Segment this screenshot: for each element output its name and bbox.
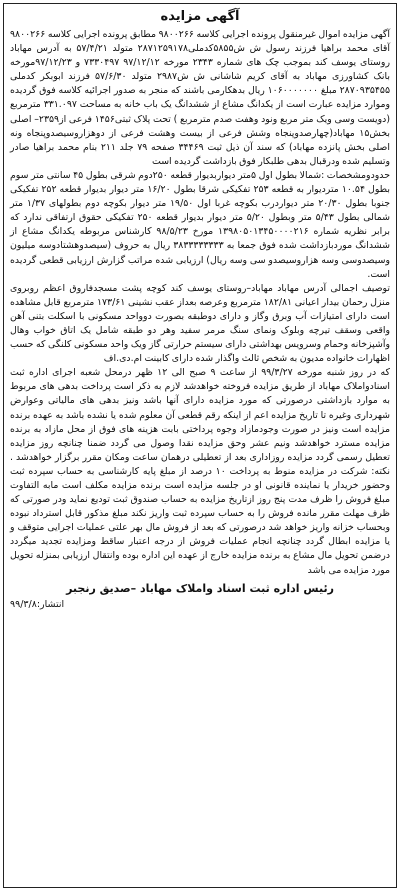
- signature-line: رئیس اداره ثبت اسناد واملاک مهاباد –صدیق رنجبر: [66, 581, 334, 595]
- paragraph-property-description: توصیف اجمالی آدرس مهاباد مهاباد–روستای یوسف کند کوچه پشت مسجدفاروق اعظم روبروی منزل رحمان بیدار اعیانی ۱۸۲/۸۱ مترمربع وعرصه بعداز عقب نشینی ۱۷۳/۶۱ مترمربع قابل مشاهده است دارای امتیازات آب وبرق وگاز و دارای دوطبقه بصورت دوواحد مسکونی با اسکلت بتنی آهن واقعی وسقف تیرچه وبلوک ونمای سنگ مرمر سفید وهر دو طبقه شامل یک اتاق خواب وهال وآشپزخانه وحمام وسرویس بهداشتی دارای سیستم حرارتی گاز ویک واحد مسکونی کلنگی که حسب اظهارات خانواده مدیون به شخص ثالث واگذار شده دارای کابینت ام.دی.اف: [10, 282, 390, 365]
- publication-date: انتشار:۹۹/۳/۸: [10, 598, 65, 610]
- paragraph-case-details: آگهی مزایده اموال غیرمنقول پرونده اجرایی کلاسه ۹۸۰۰۲۶۶ مطابق پرونده اجرایی کلاسه ۹۸۰۰۲۶۶ آقای محمد براهیا فرزند رسول ش ش۵۸۵۵کدملی۲۸۷۱۲۵۹۱۷۸ متولد ۵۷/۴/۲۱ به آدرس مهاباد روستای یوسف کند بموجب چک های شماره ۲۳۴۳ مورخه ۹۷/۱۲/۱۲ ۷۳۳۰۴۹۷ و ۹۷/۱۲/۲۳مورخه بانک کشاورزی مهاباد به آقای کریم شاشانی ش ش۲۹۸۷ متولد ۵۷/۶/۳۰ فرزند ابوبکر کدملی ۲۸۷۰۹۳۵۴۵۵ مبلغ ۱۰۶۰۰۰۰۰۰۰ ریال بدهکارمی باشند که منجر به صدور اجرائیه کلاسه فوق گردیده وموارد مزایده عبارت است از یکدانگ مشاع از ششدانگ یک باب خانه به مساحت ۳۳۱.۰۹۷ مترمربع (دویست وسی ویک متر مربع ونود وهفت صدم مترمربع ) تحت پلاک ثبتی۱۴۵۶ فرعی از۲۳۵۹– اصلی بخش۱۵ مهاباد(چهارصدوپنجاه وشش فرعی از بیست وهشت فرعی از دوهزاروسیصدوپنجاه ونه اصلی بخش پانزده مهاباد) که سند آن ذیل ثبت ۳۴۴۶۹ صفحه ۷۹ جلد ۲۱۱ بنام محمد براهیا صادر وتسلیم شده ودرقبال بدهی طلبکار فوق بازداشت گردیده است: [10, 29, 391, 167]
- notice-title: آگهی مزایده: [160, 9, 240, 24]
- paragraph-auction-terms: که در روز شنبه مورخه ۹۹/۳/۲۷ از ساعت ۹ صبح الی ۱۲ ظهر درمحل شعبه اجرای اداره ثبت اسنادواملاک مهاباد از طریق مزایده فروخته خواهدشد لازم به ذکر است پرداخت بدهی های مربوط به موارد بازداشتی درصورتی که مورد مزایده دارای آنها باشد ونیز بدهی های مالیاتی وعوارض شهرداری وغیره تا تاریخ مزایده اعم از اینکه رقم قطعی آن معلوم شده یا نشده باشد به عهده برنده مزایده است ونیز در صورت وجودمازاد وجوه پرداختی بابت هزینه های فوق از محل مازاد به برنده مزایده مسترد خواهدشد ونیم عشر وحق مزایده نقدا وصول می گردد ضمنا چنانچه روز مزایده تعطیل رسمی گردد مزایده روزاداری بعد از تعطیلی درهمان ساعت ومکان مقرر برگزار خواهدشد . نکته: شرکت در مزایده منوط به پرداخت ۱۰ درصد از مبلغ پایه کارشناسی به حساب سپرده ثبت وحضور خریدار یا نماینده قانونی او در جلسه مزایده است برنده مزایده مکلف است مابه التفاوت مبلغ فروش را ظرف مدت پنج روز ازتاریخ مزایده به حساب صندوق ثبت تودیع نماید ودر صورتی که ظرف مهلت مقرر مانده فروش را به حساب سپرده ثبت واریز نکند مبلغ مذکور قابل استرداد نبوده وبحساب خزانه واریز خواهد شد درصورتی که بعد از فروش مال بهر علتی عملیات اجرایی متوقف و یا مزایده ابطال گردد چنانچه انجام عملیات فروش از درجه اعتبار ساقط ومزایده تجدید میگردد درضمن تحویل مال مشاع به برنده مزایده خارج از عهده این اداره بوده وانتقال ارزیابی بمنزله تحویل مورد مزایده می باشد: [10, 367, 390, 576]
- paragraph-boundaries: حدودومشخصات :شمالا بطول اول ۵متر دیواربدیوار قطعه ۲۵۰دوم شرقی بطول ۴۵ سانتی متر سوم بطول ۱۰.۵۴ متردیوار به قطعه ۲۵۳ تفکیکی شرقا بطول ۱۶/۲۰ متر دیوار بدیوار قطعه ۲۵۲ تفکیکی جنوبا بطول ۲۰/۳۰ متر دیواردرب بکوچه غربا اول ۱۹/۵۰ متر دیوار بکوچه دوم بطولهای ۱/۳۷ متر شمالی بطول ۵/۴۳ متر وبطول ۵/۲۰ متر دیوار بدیوار قطعه ۲۵۰ تفکیکی حقوق ارتفاقی ندارد که برابر نظریه شماره ۱۳۹۸۰۵۰۱۳۴۵۰۰۰۰۲۱۶ مورخ ۹۸/۵/۲۳ کارشناس مربوطه یکدانگ مشاع از ششدانگ موردبازداشت شده فوق جمعا به ۳۸۳۳۳۳۳۳۳۳ ریال به حروف (سیصدوهشتادوسه میلیون وسیصدوسی وسه هزاروسیصدو سی وسه ریال) ارزیابی شده مراتب گزارش ارزیابی قطعی گردیده است.: [10, 169, 391, 280]
- auction-notice: [3, 3, 397, 888]
- notice-body: [10, 28, 390, 578]
